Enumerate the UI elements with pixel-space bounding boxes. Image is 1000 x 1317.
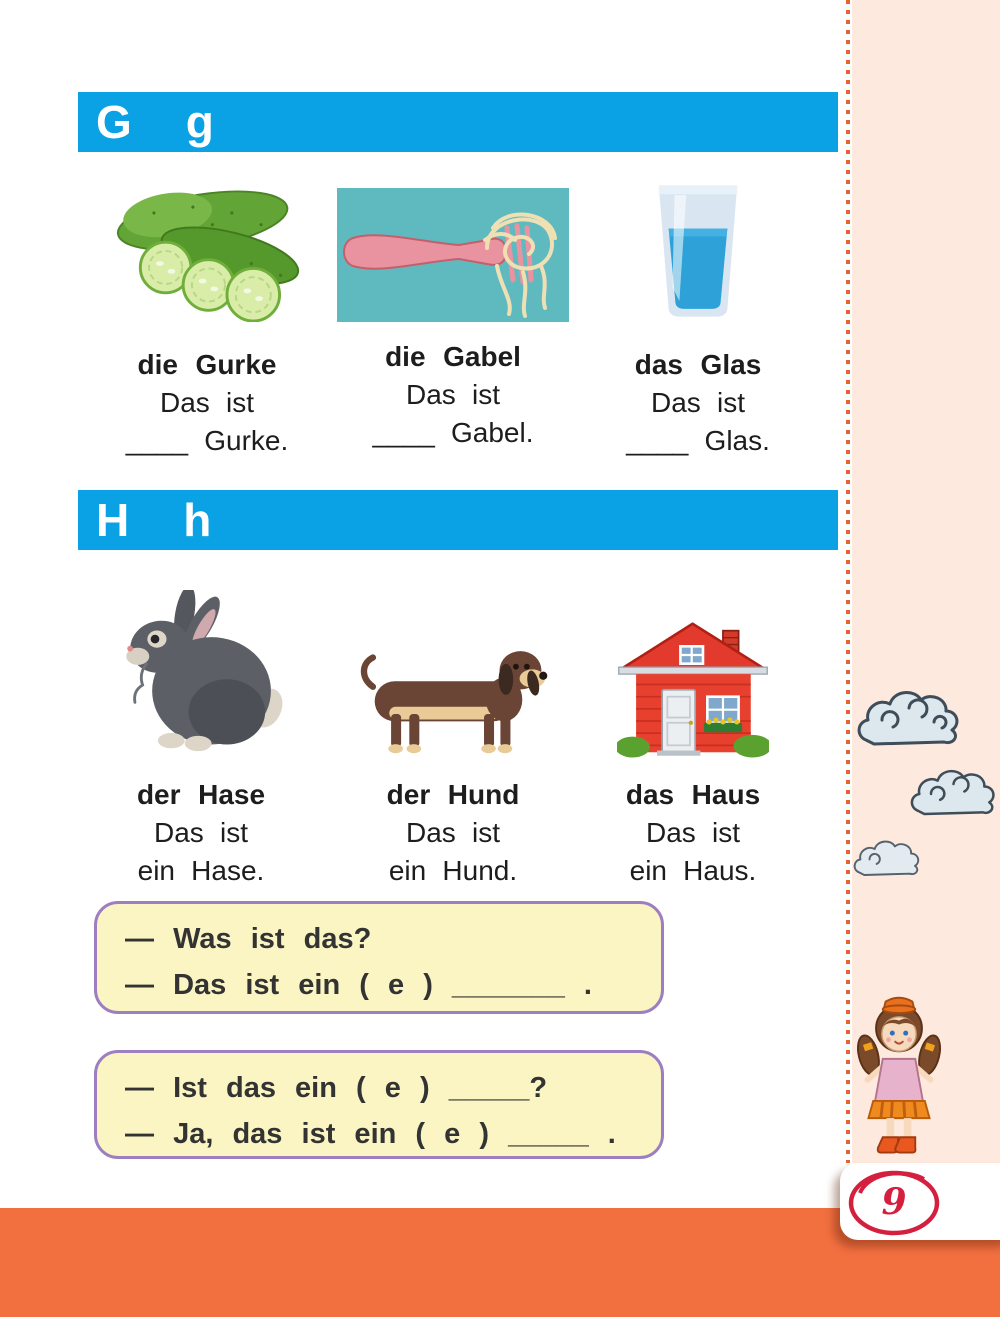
cucumber-illustration [105, 174, 310, 322]
dialogue-line-with-blank: — Das ist ein ( e ) _______ . [125, 969, 592, 1001]
sentence-line: Das ist [160, 387, 254, 418]
word-label: die Gabel [385, 341, 521, 372]
word-card-haus [568, 588, 818, 890]
letter-uppercase: H [96, 494, 130, 546]
word-label: die Gurke [137, 349, 277, 380]
dialogue-box-2 [94, 1050, 664, 1159]
word-label: das Glas [634, 349, 762, 380]
card-image-area [573, 172, 823, 322]
page-number: 9 [881, 1180, 907, 1223]
sentence-line: ein Hund. [388, 855, 518, 886]
word-label: der Hund [386, 779, 520, 810]
dachshund-dog-illustration [351, 628, 556, 760]
card-image-area [328, 172, 578, 322]
sentence-line: ein Haus. [629, 855, 757, 886]
cloud-illustration [850, 836, 928, 885]
letter-uppercase: G [96, 96, 132, 148]
word-label: das Haus [625, 779, 761, 810]
word-card-gurke [82, 172, 332, 460]
fill-blank-line: ____ Gabel. [372, 417, 534, 448]
card-image-area [568, 588, 818, 760]
sentence-line: Das ist [406, 817, 500, 848]
red-house-illustration [617, 616, 769, 760]
section-header-h [78, 490, 838, 550]
word-card-hase [76, 588, 326, 890]
word-card-gabel [328, 172, 578, 452]
card-image-area [328, 588, 578, 760]
card-image-area [82, 172, 332, 322]
sentence-line: Das ist [154, 817, 248, 848]
girl-illustration [856, 992, 942, 1154]
word-card-hund [328, 588, 578, 890]
card-image-area [76, 588, 326, 760]
sentence-line: ein Hase. [137, 855, 265, 886]
fork-spaghetti-illustration [337, 188, 569, 322]
fill-blank-line: ____ Gurke. [125, 425, 289, 456]
dialogue-line-with-blank: — Ja, das ist ein ( e ) _____ . [125, 1118, 616, 1150]
glass-of-water-illustration [649, 182, 747, 322]
sidebar-decoration-panel [852, 0, 1000, 1163]
section-header-g [78, 92, 838, 152]
rabbit-illustration [110, 590, 292, 760]
word-card-glas [573, 172, 823, 460]
dialogue-line-with-blank: — Ist das ein ( e ) _____? [125, 1072, 548, 1104]
dialogue-line: — Was ist das? [125, 923, 372, 955]
dialogue-box-1 [94, 901, 664, 1014]
sentence-line: Das ist [646, 817, 740, 848]
sentence-line: Das ist [406, 379, 500, 410]
letter-lowercase: h [183, 494, 212, 546]
cloud-illustration [906, 764, 1000, 827]
page-number-oval [846, 1167, 942, 1237]
sentence-line: Das ist [651, 387, 745, 418]
letter-lowercase: g [185, 96, 214, 148]
page-number-badge [840, 1163, 1000, 1240]
word-label: der Hase [136, 779, 266, 810]
cloud-illustration [852, 684, 972, 760]
fill-blank-line: ____ Glas. [626, 425, 770, 456]
dotted-divider [846, 0, 850, 1163]
